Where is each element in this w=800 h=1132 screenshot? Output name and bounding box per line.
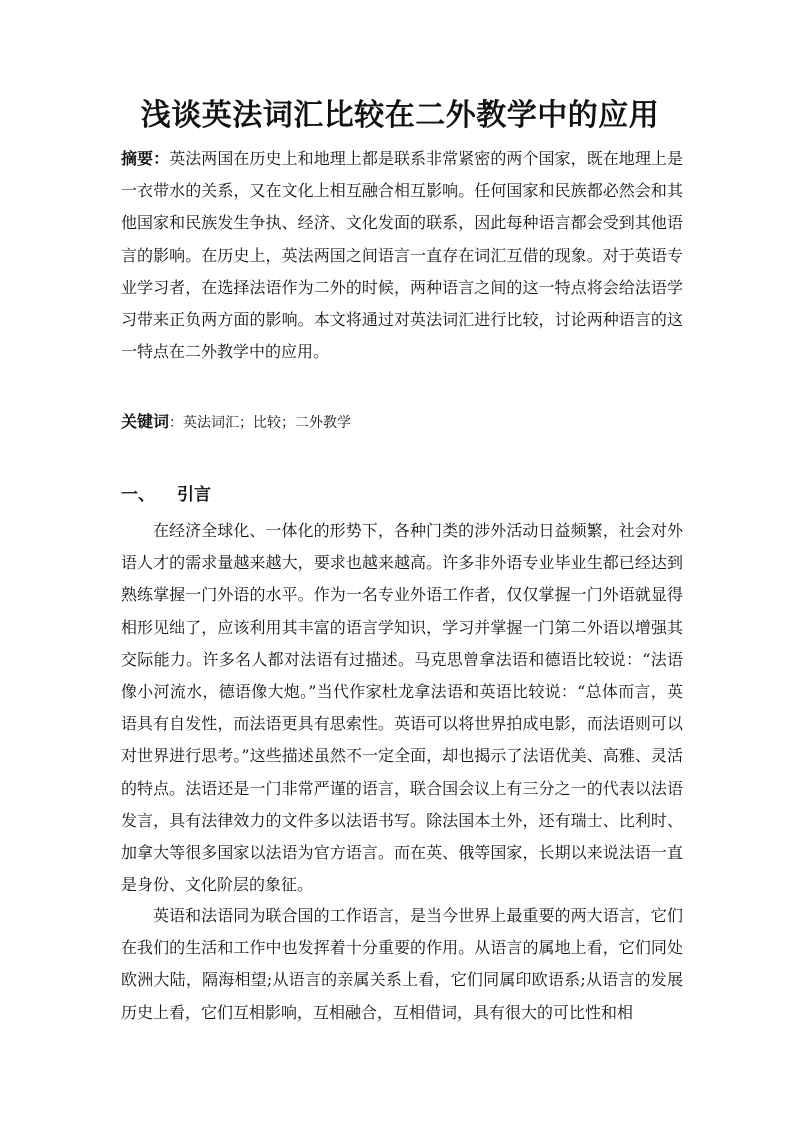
document-title: 浅谈英法词汇比较在二外教学中的应用 [140,98,660,133]
intro-paragraph-1: 在经济全球化、一体化的形势下，各种门类的涉外活动日益频繁，社会对外语人才的需求量越来越大，要求也越来越高。许多非外语专业毕业生都已经达到熟练掌握一门外语的水平。作为一名专业外语工作者，仅仅掌握一门外语就显得相形见绌了，应该利用其丰富的语言学知识，学习并掌握一门第二外语以增强其交际能力。许多名人都对法语有过描述。马克思曾拿法语和德语比较说：“法语像小河流水，德语像大炮。”当代作家杜龙拿法语和英语比较说：“总体而言，英语具有自发性，而法语更具有思索性。英语可以将世界拍成电影，而法语则可以对世界进行思考。”这些描述虽然不一定全面，却也揭示了法语优美、高雅、灵活的特点。法语还是一门非常严谨的语言，联合国会议上有三分之一的代表以法语发言，具有法律效力的文件多以法语书写。除法国本土外，还有瑞士、比利时、加拿大等很多国家以法语为官方语言。而在英、俄等国家，长期以来说法语一直是身份、文化阶层的象征。 [121,521,683,895]
keywords-line [121,406,683,439]
keywords-label: 关键词 [121,412,170,431]
section-number: 一、 [121,485,155,505]
abstract-paragraph [121,143,683,368]
abstract-text: 英法两国在历史上和地理上都是联系非常紧密的两个国家，既在地理上是一衣带水的关系，又在文化上相互融合相互影响。任何国家和民族都必然会和其他国家和民族发生争执、经济、文化发面的联系，因此每种语言都会受到其他语言的影响。在历史上，英法两国之间语言一直存在词汇互借的现象。对于英语专业学习者，在选择法语作为二外的时候，两种语言之间的这一特点将会给法语学习带来正负两方面的影响。本文将通过对英法词汇进行比较，讨论两种语言的这一特点在二外教学中的应用。 [121,149,683,362]
abstract-label: 摘要： [121,149,170,168]
section-heading-introduction [121,479,683,511]
keywords-colon: ： [169,415,184,431]
keywords-text: 英法词汇；比较；二外教学 [183,415,352,431]
intro-paragraph-2: 英语和法语同为联合国的工作语言，是当今世界上最重要的两大语言，它们在我们的生活和工作中也发挥着十分重要的作用。从语言的属地上看，它们同处欧洲大陆，隔海相望;从语言的亲属关系上看，它们同属印欧语系;从语言的发展历史上看，它们互相影响，互相融合，互相借词，具有很大的可比性和相 [121,906,683,1022]
section-title: 引言 [177,485,211,505]
